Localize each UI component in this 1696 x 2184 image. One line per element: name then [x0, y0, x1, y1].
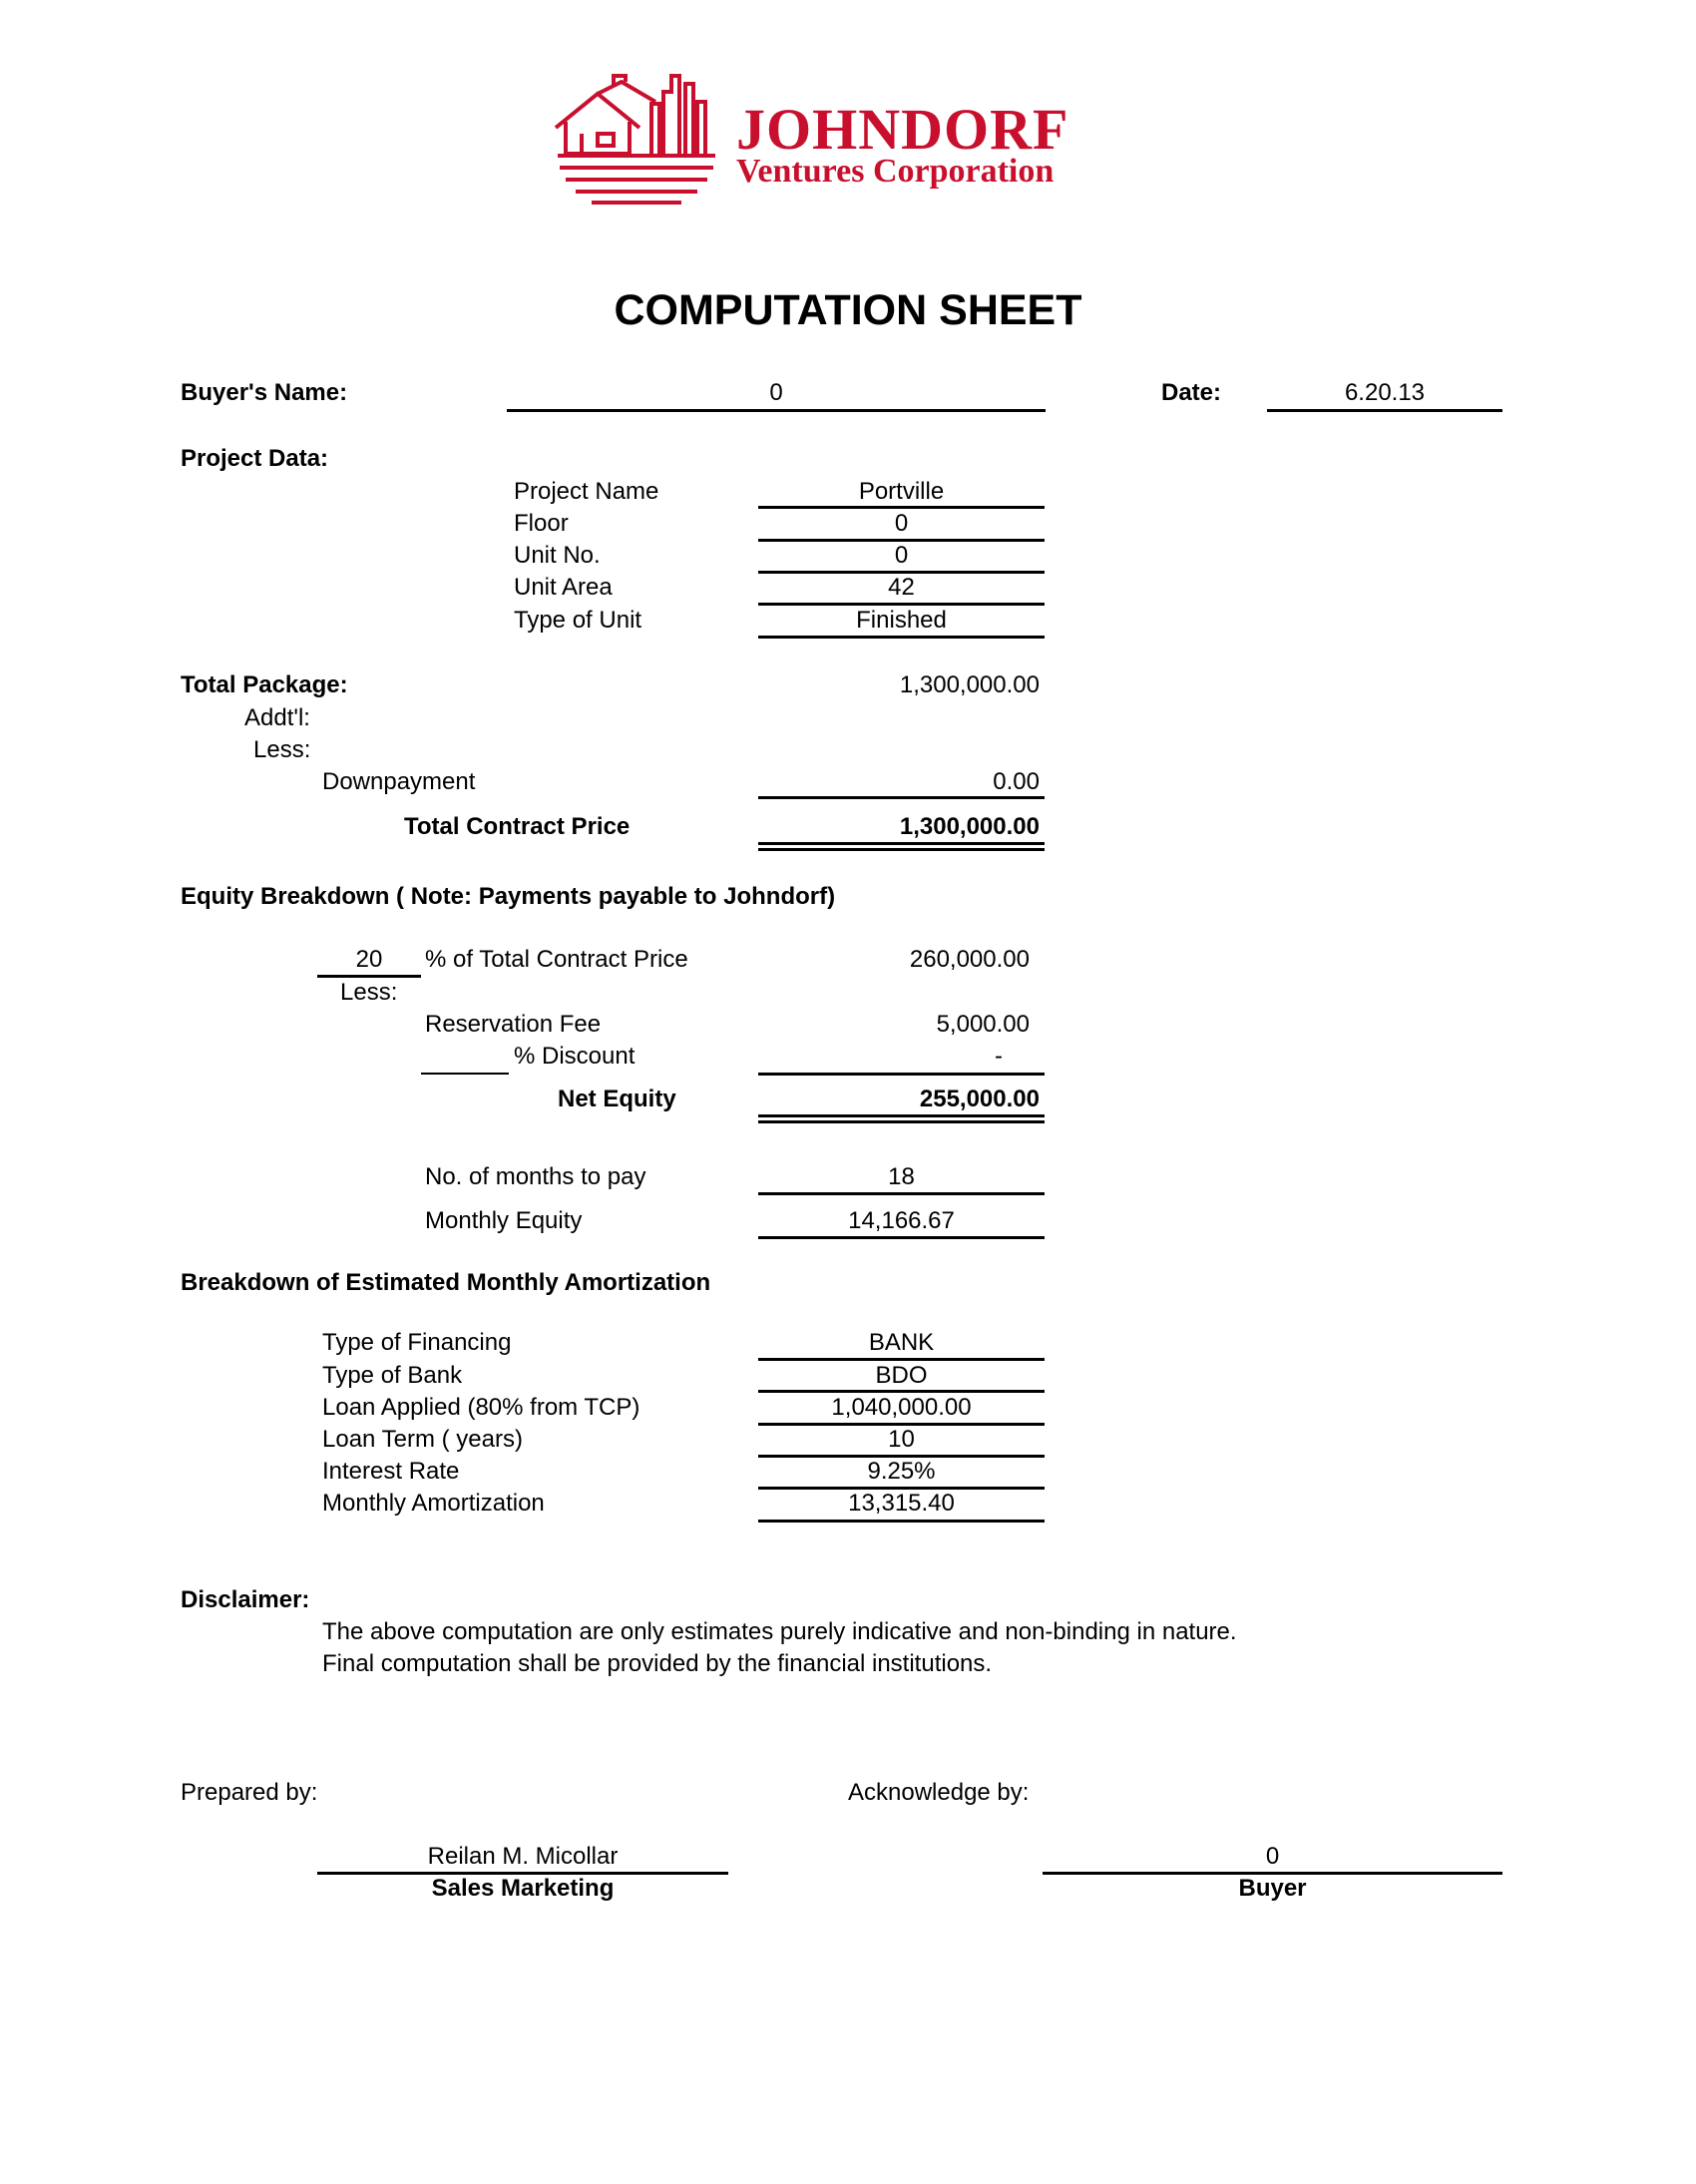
project-data-heading: Project Data: — [181, 445, 329, 472]
unit-area-value: 42 — [888, 574, 915, 601]
company-logo-icon — [552, 72, 721, 212]
discount-value: - — [995, 1043, 1003, 1070]
downpayment-underline — [758, 796, 1045, 799]
net-equity-value: 255,000.00 — [919, 1086, 1040, 1112]
disclaimer-line-1: The above computation are only estimates purely indicative and non-binding in nature. — [322, 1618, 1237, 1645]
date-value: 6.20.13 — [1344, 379, 1426, 406]
loan-applied-label: Loan Applied (80% from TCP) — [322, 1394, 640, 1421]
equity-heading: Equity Breakdown ( Note: Payments payable to Johndorf) — [181, 883, 836, 910]
loan-applied-value: 1,040,000.00 — [831, 1394, 972, 1421]
buyer-name-label: Buyer's Name: — [181, 379, 348, 406]
brand-subtitle: Ventures Corporation — [736, 153, 1055, 190]
unit-no-value: 0 — [894, 542, 909, 569]
date-label: Date: — [1161, 379, 1222, 406]
unit-type-underline — [758, 636, 1045, 639]
net-equity-double-underline — [758, 1114, 1045, 1123]
unit-type-value: Finished — [856, 607, 947, 634]
acknowledge-by-role: Buyer — [1238, 1875, 1307, 1902]
equity-percent-label: % of Total Contract Price — [425, 946, 688, 973]
downpayment-value: 0.00 — [993, 768, 1040, 795]
disclaimer-line-2: Final computation shall be provided by the financial institutions. — [322, 1650, 993, 1677]
buyer-name-underline — [507, 409, 1046, 412]
brand-name: JOHNDORF — [736, 97, 1069, 162]
less-label: Less: — [253, 736, 311, 763]
unit-type-label: Type of Unit — [514, 607, 642, 634]
disclaimer-heading: Disclaimer: — [181, 1586, 310, 1613]
monthly-equity-value: 14,166.67 — [848, 1207, 955, 1234]
interest-rate-label: Interest Rate — [322, 1458, 460, 1485]
months-to-pay-value: 18 — [888, 1163, 915, 1190]
bank-type-underline — [758, 1390, 1045, 1393]
monthly-equity-label: Monthly Equity — [425, 1207, 583, 1234]
equity-less-label: Less: — [340, 979, 398, 1006]
page-title: COMPUTATION SHEET — [614, 286, 1082, 334]
unit-no-label: Unit No. — [514, 542, 601, 569]
buyer-name-value: 0 — [769, 379, 783, 406]
reservation-fee-value: 5,000.00 — [936, 1011, 1030, 1038]
bank-type-label: Type of Bank — [322, 1362, 463, 1389]
tcp-value: 1,300,000.00 — [899, 813, 1040, 840]
loan-term-label: Loan Term ( years) — [322, 1426, 523, 1453]
financing-type-value: BANK — [868, 1329, 935, 1356]
discount-underline — [758, 1073, 1045, 1076]
prepared-by-label: Prepared by: — [181, 1779, 318, 1806]
equity-percent-amount: 260,000.00 — [909, 946, 1030, 973]
financing-type-underline — [758, 1358, 1045, 1361]
monthly-equity-underline — [758, 1236, 1045, 1239]
date-underline — [1267, 409, 1502, 412]
unit-area-underline — [758, 603, 1045, 606]
downpayment-label: Downpayment — [322, 768, 476, 795]
tcp-label: Total Contract Price — [404, 813, 631, 840]
project-name-label: Project Name — [514, 478, 659, 505]
months-to-pay-underline — [758, 1192, 1045, 1195]
interest-rate-value: 9.25% — [867, 1458, 936, 1485]
monthly-amortization-label: Monthly Amortization — [322, 1490, 545, 1517]
total-package-heading: Total Package: — [181, 671, 348, 698]
discount-label: % Discount — [514, 1043, 636, 1070]
acknowledge-by-label: Acknowledge by: — [848, 1779, 1030, 1806]
financing-type-label: Type of Financing — [322, 1329, 512, 1356]
acknowledge-by-name: 0 — [1265, 1843, 1280, 1870]
equity-percent-value: 20 — [355, 946, 383, 973]
tcp-double-underline — [758, 842, 1045, 851]
unit-area-label: Unit Area — [514, 574, 613, 601]
project-name-value: Portville — [858, 478, 945, 505]
net-equity-label: Net Equity — [558, 1086, 676, 1112]
reservation-fee-label: Reservation Fee — [425, 1011, 602, 1038]
prepared-by-name: Reilan M. Micollar — [427, 1843, 619, 1870]
loan-term-value: 10 — [888, 1426, 915, 1453]
prepared-by-role: Sales Marketing — [431, 1875, 615, 1902]
months-to-pay-label: No. of months to pay — [425, 1163, 646, 1190]
monthly-amortization-underline — [758, 1520, 1045, 1523]
bank-type-value: BDO — [875, 1362, 928, 1389]
floor-label: Floor — [514, 510, 569, 537]
project-name-underline — [758, 506, 1045, 509]
equity-percent-underline — [317, 975, 421, 978]
monthly-amortization-value: 13,315.40 — [848, 1490, 955, 1517]
discount-blank-underline — [421, 1073, 509, 1075]
total-package-value: 1,300,000.00 — [899, 671, 1040, 698]
floor-value: 0 — [894, 510, 909, 537]
addtl-label: Addt'l: — [244, 704, 310, 731]
amortization-heading: Breakdown of Estimated Monthly Amortization — [181, 1269, 711, 1296]
